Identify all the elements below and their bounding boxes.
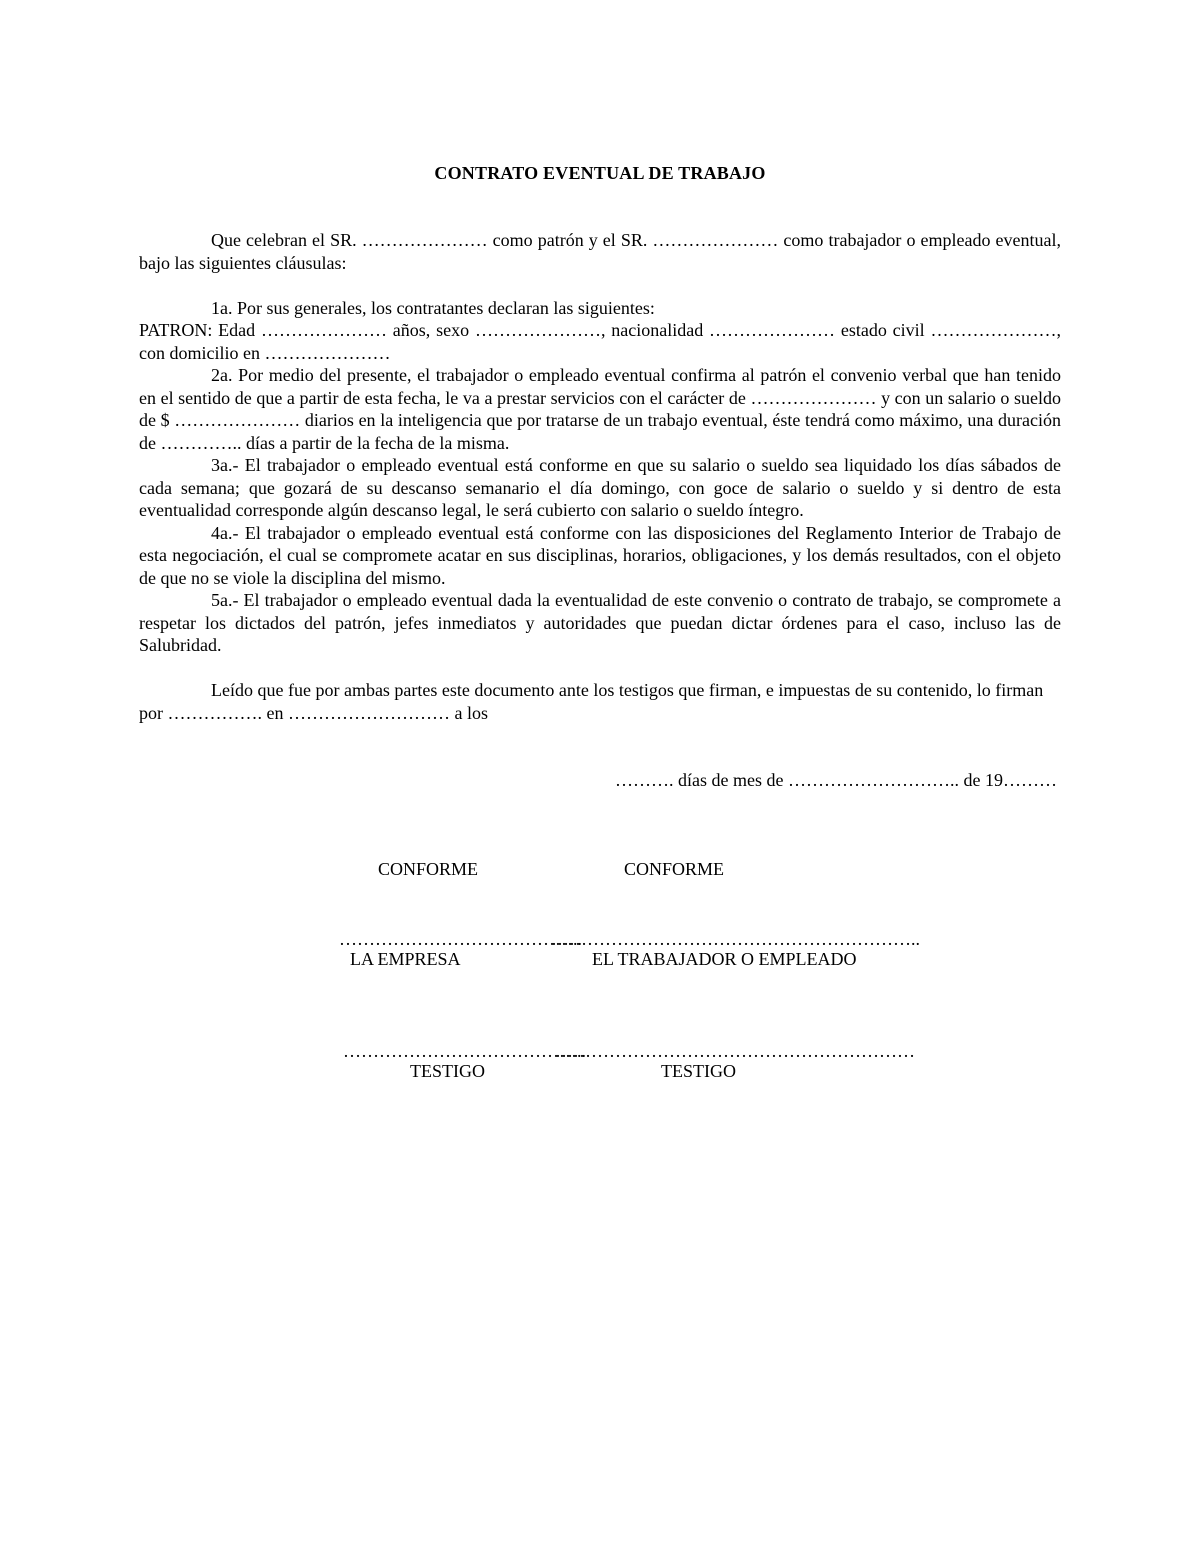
closing-paragraph: Leído que fue por ambas partes este documento ante los testigos que firman, e impuestas de su contenido, lo firman por ……………. en ……………………… a los: [139, 680, 1044, 723]
paragraph-gap: [139, 657, 1061, 680]
label-testigo-1: TESTIGO: [410, 1061, 485, 1081]
contract-body: [139, 229, 1061, 724]
label-trabajador: EL TRABAJADOR O EMPLEADO: [592, 949, 857, 969]
signature-line-trabajador: ……………………………………………………..: [551, 929, 920, 949]
clause-3: 3a.- El trabajador o empleado eventual está conforme en que su salario o sueldo sea liquidado los días sábados de cada semana; que gozará de su descanso semanario el día domingo, con goce de salario o sueldo y si dentro de esta eventualidad corresponde algún descanso legal, le será cubierto con salario o sueldo íntegro.: [139, 455, 1061, 520]
intro-paragraph: Que celebran el SR. ………………… como patrón y el SR. ………………… como trabajador o empleado eventual, bajo las siguientes cláusulas:: [139, 230, 1061, 273]
clause-1-details: PATRON: Edad ………………… años, sexo …………………, nacionalidad ………………… estado civil …………………, con domicilio en …………………: [139, 320, 1061, 363]
document-title: CONTRATO EVENTUAL DE TRABAJO: [434, 163, 766, 183]
conforme-right-label: CONFORME: [624, 859, 725, 879]
clause-2: 2a. Por medio del presente, el trabajador o empleado eventual confirma al patrón el convenio verbal que han tenido en el sentido de que a partir de esta fecha, le va a prestar servicios con el carácter de ………………… y con un salario o sueldo de $ ………………… diarios en la inteligencia que por tratarse de un trabajo eventual, éste tendrá como máximo, una duración de ………….. días a partir de la fecha de la misma.: [139, 365, 1061, 453]
label-testigo-2: TESTIGO: [661, 1061, 736, 1081]
clause-5: 5a.- El trabajador o empleado eventual dada la eventualidad de este convenio o contrato de trabajo, se compromete a respetar los dictados del patrón, jefes inmediatos y autoridades que puedan dictar órdenes para el caso, incluso las de Salubridad.: [139, 590, 1061, 655]
clause-4: 4a.- El trabajador o empleado eventual está conforme con las disposiciones del Reglamento Interior de Trabajo de esta negociación, el cual se compromete acatar en sus disciplinas, horarios, obligaciones, y los demás resultados, con el objeto de que no se viole la disciplina del mismo.: [139, 522, 1061, 588]
signature-line-testigo-1: …………………………………..: [343, 1041, 586, 1061]
date-line: ………. días de mes de ……………………….. de 19………: [615, 770, 1057, 790]
conforme-left-label: CONFORME: [378, 859, 479, 879]
signature-line-testigo-2: ……………………………………………………: [555, 1041, 915, 1061]
clause-1-heading: 1a. Por sus generales, los contratantes declaran las siguientes:: [211, 297, 655, 318]
label-empresa: LA EMPRESA: [350, 949, 461, 969]
signature-line-empresa: …………………………………..: [339, 929, 582, 949]
paragraph-gap: [139, 274, 1061, 297]
